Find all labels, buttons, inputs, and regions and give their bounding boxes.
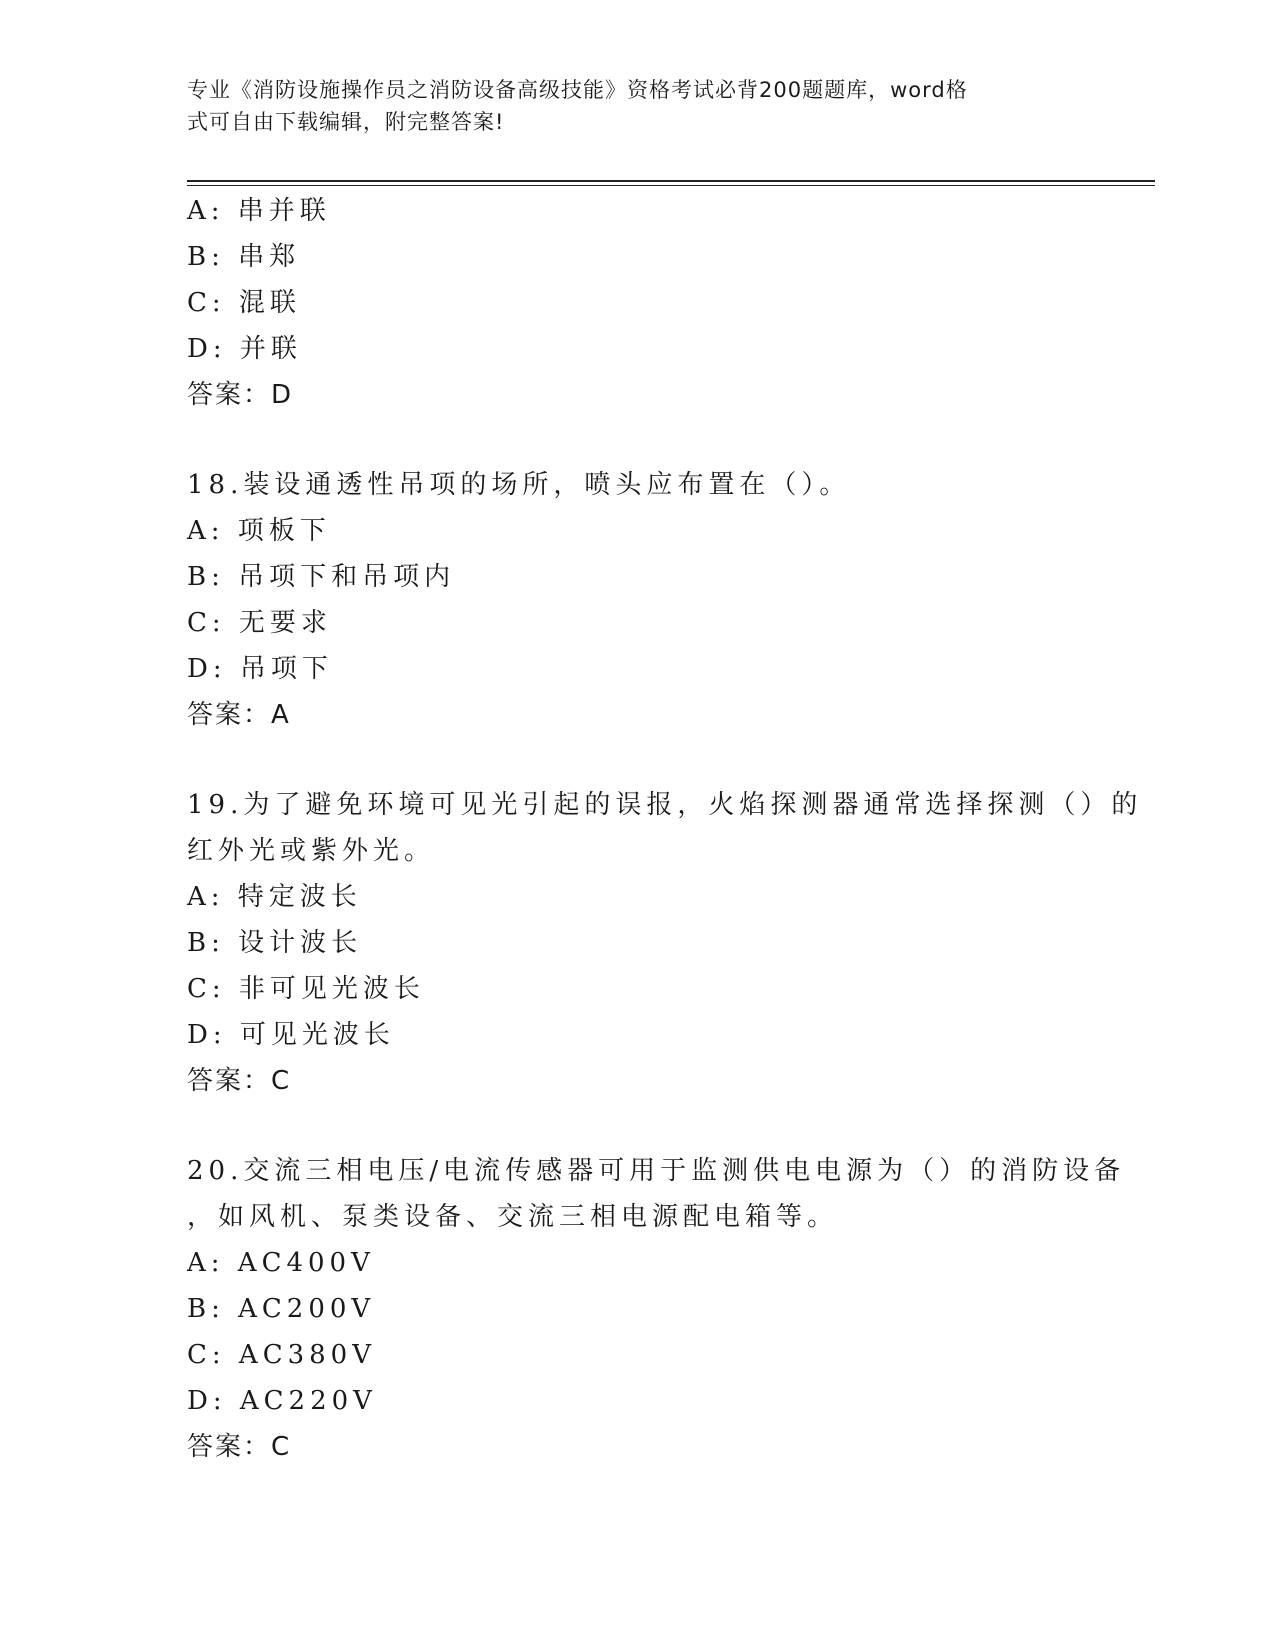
question-text-cont: ，如风机、泵类设备、交流三相电源配电箱等。 <box>187 1202 839 1232</box>
option-d: D: 吊项下 <box>187 654 333 684</box>
question-17 <box>187 188 1087 418</box>
header-rule-thin <box>187 185 1155 186</box>
header-line-1: 专业《消防设施操作员之消防设备高级技能》资格考试必背200题题库，word格 <box>187 78 968 102</box>
option-a: A: 特定波长 <box>187 882 362 912</box>
question-text: 19.为了避免环境可见光引起的误报，火焰探测器通常选择探测（）的 <box>187 790 1143 820</box>
question-20 <box>187 1148 1126 1470</box>
option-b: B: 串郑 <box>187 242 301 272</box>
question-text: 18.装设通透性吊项的场所，喷头应布置在（）。 <box>187 470 851 500</box>
answer: 答案：C <box>187 1432 292 1462</box>
header-rule-thick <box>187 180 1155 182</box>
option-a: A: 项板下 <box>187 516 331 546</box>
option-b: B: AC200V <box>187 1294 376 1324</box>
question-text-cont: 红外光或紫外光。 <box>187 836 436 866</box>
header-line-2: 式可自由下载编辑，附完整答案! <box>187 110 505 134</box>
option-b: B: 设计波长 <box>187 928 363 958</box>
answer: 答案：A <box>187 700 291 730</box>
option-c: C: 混联 <box>187 288 301 318</box>
option-c: C: 无要求 <box>187 608 332 638</box>
option-d: D: 并联 <box>187 334 302 364</box>
option-b: B: 吊项下和吊项内 <box>187 562 456 592</box>
answer: 答案：D <box>187 380 294 410</box>
question-list <box>187 188 1143 1470</box>
option-d: D: AC220V <box>187 1386 377 1416</box>
option-d: D: 可见光波长 <box>187 1020 395 1050</box>
option-a: A: AC400V <box>187 1248 375 1278</box>
document-header <box>187 74 1067 138</box>
option-c: C: AC380V <box>187 1340 376 1370</box>
option-a: A: 串并联 <box>187 196 331 226</box>
question-text: 20.交流三相电压/电流传感器可用于监测供电电源为（）的消防设备 <box>187 1156 1126 1186</box>
option-c: C: 非可见光波长 <box>187 974 425 1004</box>
question-18 <box>187 462 1087 738</box>
question-19 <box>187 782 1143 1104</box>
answer: 答案：C <box>187 1066 292 1096</box>
